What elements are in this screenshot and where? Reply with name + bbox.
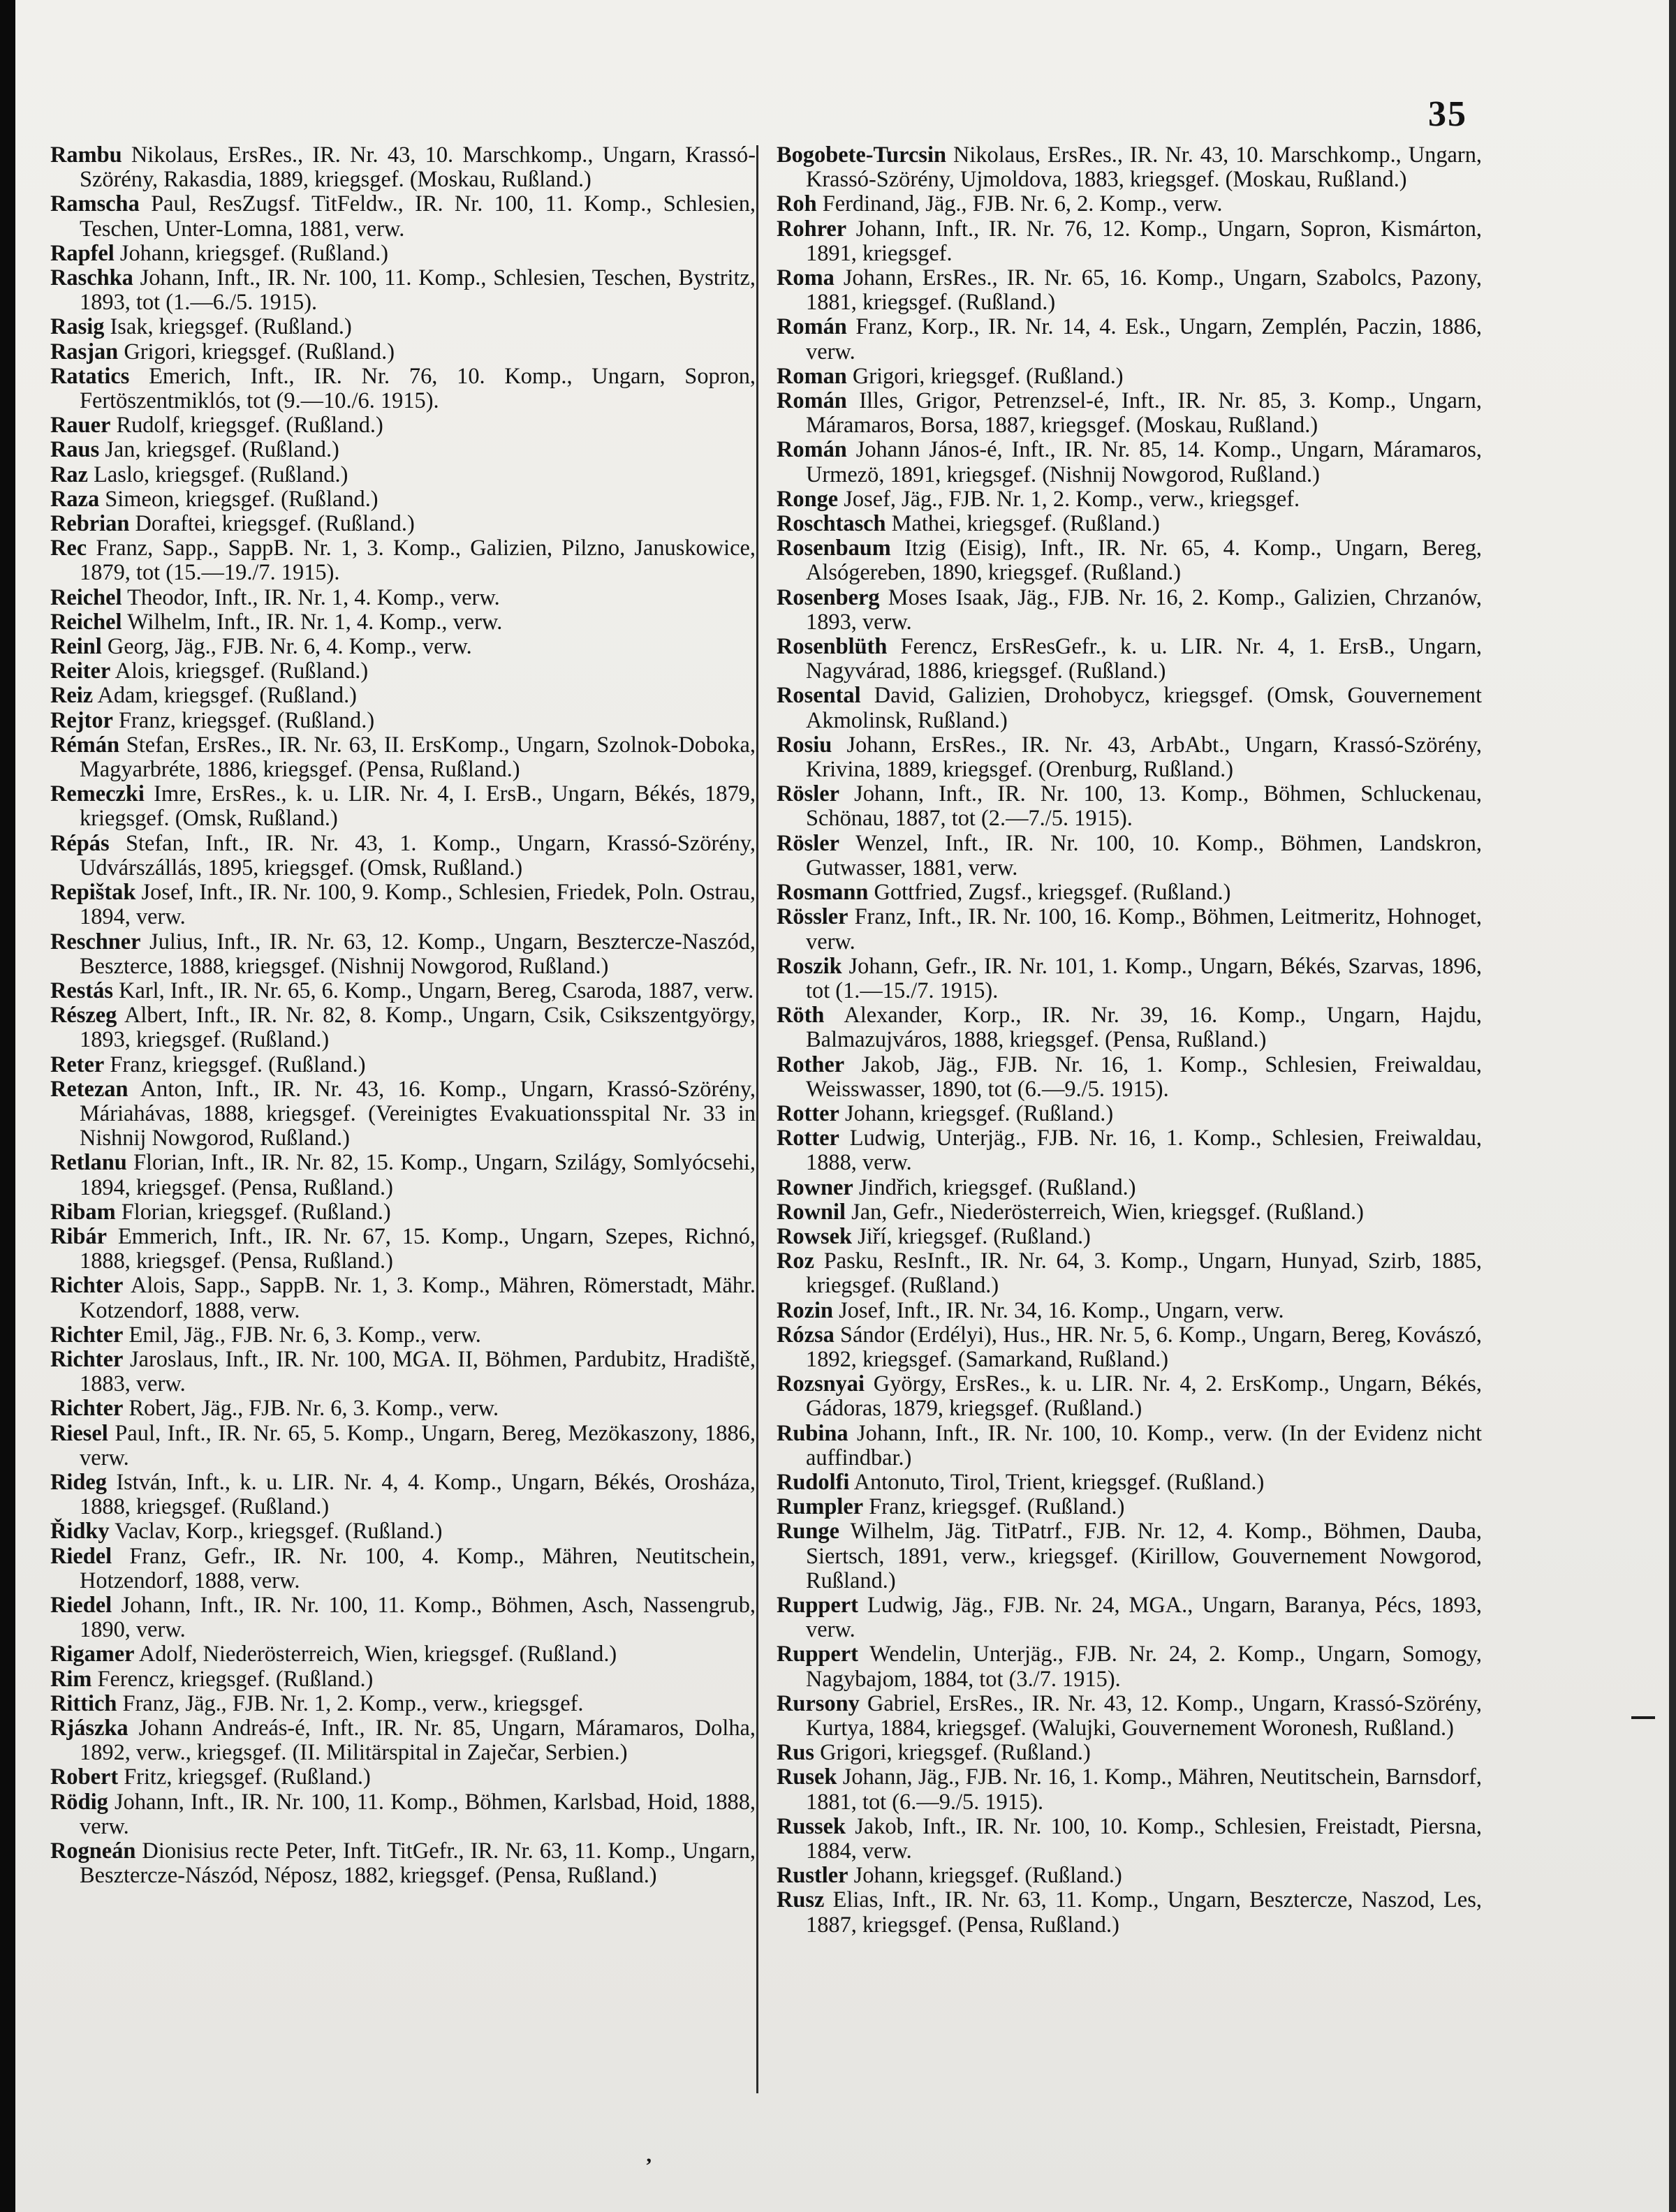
scan-right-edge [1669,0,1676,2212]
roll-entry [777,782,1482,831]
entry-surname: Ramscha [50,191,140,217]
roll-entry [50,143,756,192]
entry-surname: Ribam [50,1199,116,1225]
entry-surname: Rotter [777,1100,839,1126]
entry-details: Ferdinand, Jäg., FJB. Nr. 6, 2. Komp., verw. [822,191,1223,217]
entry-surname: Reiz [50,683,94,709]
entry-details: Pasku, ResInft., IR. Nr. 64, 3. Komp., Ungarn, Hunyad, Szirb, 1885, kriegsgef. (Rußland.) [806,1248,1482,1299]
entry-details: Mathei, kriegsgef. (Rußland.) [891,511,1160,537]
entry-surname: Rec [50,536,87,561]
entry-details: Franz, kriegsgef. (Rußland.) [119,707,375,733]
roll-entry [50,733,756,782]
roll-entry [777,1176,1482,1200]
left-column [50,143,756,1888]
entry-details: Alois, Sapp., SappB. Nr. 1, 3. Komp., Mähren, Römerstadt, Mähr. Kotzendorf, 1888, verw. [80,1273,756,1323]
entry-surname: Rusek [777,1764,837,1790]
roll-entry [50,1396,756,1421]
entry-surname: Rapfel [50,240,115,266]
roll-entry [50,1765,756,1790]
entry-details: Nikolaus, ErsRes., IR. Nr. 43, 10. Marschkomp., Ungarn, Krassó-Szörény, Rakasdia, 1889, kriegsgef. (Moskau, Rußland.) [80,142,756,193]
entry-surname: Rosenberg [777,584,880,610]
entry-surname: Richter [50,1346,124,1372]
entry-surname: Rasjan [50,339,119,364]
roll-entry [777,1495,1482,1519]
entry-surname: Rus [777,1740,815,1766]
entry-details: Franz, kriegsgef. (Rußland.) [110,1052,366,1077]
roll-entry [777,389,1482,438]
roll-entry [777,1888,1482,1937]
roll-entry [777,1642,1482,1691]
entry-details: Isak, kriegsgef. (Rußland.) [110,314,352,340]
entry-details: Jaroslaus, Inft., IR. Nr. 100, MGA. II, Böhmen, Pardubitz, Hradiště, 1883, verw. [80,1346,756,1397]
entry-surname: Repištak [50,880,136,906]
entry-surname: Rozsnyai [777,1371,865,1397]
roll-entry [50,512,756,536]
entry-surname: Rosmann [777,880,869,906]
entry-surname: Rowner [777,1174,853,1200]
roll-entry [50,1544,756,1593]
entry-surname: Ruppert [777,1592,858,1618]
entry-details: Simeon, kriegsgef. (Rußland.) [105,486,378,512]
entry-details: Stefan, Inft., IR. Nr. 43, 1. Komp., Ungarn, Krassó-Szörény, Udvárszállás, 1895, kriegsgef. (Omsk, Rußland.) [80,830,756,880]
roll-entry [777,364,1482,389]
entry-details: Illes, Grigor, Petrenzsel-é, Inft., IR. Nr. 85, 3. Komp., Ungarn, Máramaros, Borsa, 1887, kriegsgef. (Moskau, Rußland.) [806,388,1482,438]
roll-entry [777,487,1482,512]
roll-entry [50,832,756,880]
entry-surname: Raz [50,462,88,487]
roll-entry [777,1200,1482,1225]
entry-details: Johann, Inft., IR. Nr. 100, 10. Komp., verw. (In der Evidenz nicht auffindbar.) [806,1420,1482,1470]
roll-entry [50,1348,756,1396]
entry-surname: Rideg [50,1469,107,1495]
roll-entry [50,979,756,1003]
roll-entry [777,143,1482,192]
roll-entry [50,266,756,315]
entry-surname: Reschner [50,929,141,954]
roll-entry [50,1839,756,1888]
entry-surname: Rösler [777,781,839,807]
entry-surname: Rohrer [777,216,847,242]
entry-details: Grigori, kriegsgef. (Rußland.) [852,363,1124,389]
entry-details: Antonuto, Tirol, Trient, kriegsgef. (Rußland.) [853,1469,1265,1495]
roll-entry [777,1815,1482,1864]
roll-entry [777,586,1482,635]
roll-entry [777,266,1482,315]
roll-entry [50,1593,756,1642]
entry-surname: Roman [777,363,847,389]
entry-details: Ludwig, Unterjäg., FJB. Nr. 16, 1. Komp., Schlesien, Freiwaldau, 1888, verw. [806,1126,1482,1176]
entry-surname: Rösler [777,830,839,856]
entry-surname: Riedel [50,1592,112,1618]
entry-surname: Rigamer [50,1642,135,1667]
entry-surname: Raza [50,486,100,512]
roll-entry [50,1422,756,1470]
entry-details: Josef, Jäg., FJB. Nr. 1, 2. Komp., verw., kriegsgef. [844,486,1300,512]
roll-entry [50,1519,756,1544]
margin-mark [1631,1716,1655,1719]
entry-details: Emerich, Inft., IR. Nr. 76, 10. Komp., Ungarn, Sopron, Fertöszentmiklós, tot (9.—10./6. 1915). [80,363,756,414]
entry-details: Franz, Inft., IR. Nr. 100, 16. Komp., Böhmen, Leitmeritz, Hohnoget, verw. [806,904,1482,954]
entry-details: Grigori, kriegsgef. (Rußland.) [820,1740,1091,1766]
roll-entry [50,610,756,635]
entry-surname: Rogneán [50,1838,136,1864]
entry-details: Franz, Korp., IR. Nr. 14, 4. Esk., Ungarn, Zemplén, Paczin, 1886, verw. [806,314,1482,364]
entry-surname: Rumpler [777,1494,864,1520]
roll-entry [50,635,756,659]
entry-details: Alois, kriegsgef. (Rußland.) [115,658,369,684]
roll-entry [50,1642,756,1667]
entry-details: Paul, Inft., IR. Nr. 65, 5. Komp., Ungarn, Bereg, Mezökaszony, 1886, verw. [80,1420,756,1470]
roll-entry [50,1225,756,1274]
roll-entry [777,905,1482,954]
entry-details: Imre, ErsRes., k. u. LIR. Nr. 4, I. ErsB., Ungarn, Békés, 1879, kriegsgef. (Omsk, Rußland.) [80,781,756,832]
roll-entry [50,413,756,438]
roll-entry [777,954,1482,1003]
entry-details: Anton, Inft., IR. Nr. 43, 16. Komp., Ungarn, Krassó-Szörény, Máriahávas, 1888, kriegsgef. (Vereinigtes Evakuationsspital Nr. 33 in Nishnij Nowgorod, Rußland.) [80,1076,756,1151]
entry-surname: Rudolfi [777,1469,850,1495]
entry-details: Johann, ErsRes., IR. Nr. 65, 16. Komp., Ungarn, Szabolcs, Pazony, 1881, kriegsgef. (Rußland.) [806,265,1482,316]
entry-details: Johann, ErsRes., IR. Nr. 43, ArbAbt., Ungarn, Krassó-Szörény, Krivina, 1889, kriegsgef. (Orenburg, Rußland.) [806,732,1482,783]
entry-surname: Répás [50,830,110,856]
entry-surname: Rother [777,1052,845,1077]
entry-details: Franz, Sapp., SappB. Nr. 1, 3. Komp., Galizien, Pilzno, Januskowice, 1879, tot (15.—19./7. 1915). [80,536,756,586]
entry-surname: Richter [50,1322,124,1348]
entry-surname: Rozin [777,1297,833,1323]
entry-surname: Russek [777,1813,846,1839]
entry-details: Adam, kriegsgef. (Rußland.) [97,683,357,709]
entry-surname: Rittich [50,1690,117,1716]
entry-details: Jan, kriegsgef. (Rußland.) [105,437,339,463]
entry-surname: Rosiu [777,732,832,758]
roll-entry [50,1790,756,1839]
entry-details: Emil, Jäg., FJB. Nr. 6, 3. Komp., verw. [128,1322,481,1348]
entry-details: Stefan, ErsRes., IR. Nr. 63, II. ErsKomp., Ungarn, Szolnok-Doboka, Magyarbréte, 1886, kriegsgef. (Pensa, Rußland.) [80,732,756,783]
entry-surname: Rejtor [50,707,113,733]
entry-details: Johann Andreás-é, Inft., IR. Nr. 85, Ungarn, Máramaros, Dolha, 1892, verw., kriegsgef. (II. Militärspital in Zaječar, Serbien.) [80,1716,756,1766]
entry-surname: Roh [777,191,817,217]
entry-details: Wenzel, Inft., IR. Nr. 100, 10. Komp., Böhmen, Landskron, Gutwasser, 1881, verw. [806,830,1483,880]
entry-details: Elias, Inft., IR. Nr. 63, 11. Komp., Ungarn, Besztercze, Naszod, Les, 1887, kriegsgef. (Pensa, Rußland.) [806,1887,1482,1938]
entry-details: Doraftei, kriegsgef. (Rußland.) [135,511,415,537]
entry-surname: Raschka [50,265,133,291]
entry-details: Vaclav, Korp., kriegsgef. (Rußland.) [115,1519,443,1544]
roll-entry [777,1422,1482,1470]
roll-entry [777,880,1482,905]
entry-surname: Reinl [50,634,102,660]
entry-surname: Rémán [50,732,119,758]
entry-surname: Rotter [777,1126,839,1151]
entry-surname: Rowsek [777,1223,852,1249]
roll-entry [50,1200,756,1225]
entry-surname: Rubina [777,1420,848,1446]
entry-details: Johann, kriegsgef. (Rußland.) [853,1863,1122,1889]
entry-surname: Richter [50,1273,124,1299]
entry-surname: Rosenbaum [777,536,891,561]
roll-entry [777,192,1482,216]
roll-entry [777,1249,1482,1298]
entry-details: Franz, Jäg., FJB. Nr. 1, 2. Komp., verw., kriegsgef. [122,1690,584,1716]
roll-entry [50,586,756,610]
entry-details: Johann, Inft., IR. Nr. 100, 11. Komp., Schlesien, Teschen, Bystritz, 1893, tot (1.—6./5. 1915). [80,265,756,316]
entry-surname: Ratatics [50,363,130,389]
roll-entry [777,536,1482,585]
roll-entry [50,1274,756,1322]
roll-entry [777,1299,1482,1323]
scan-left-edge [0,0,15,2212]
entry-surname: Ronge [777,486,839,512]
roll-entry [50,1716,756,1765]
roll-entry [777,1470,1482,1495]
entry-details: Johann, Inft., IR. Nr. 100, 11. Komp., Böhmen, Karlsbad, Hoid, 1888, verw. [80,1789,756,1839]
roll-entry [777,438,1482,487]
roll-entry [777,1102,1482,1126]
entry-surname: Rosental [777,683,861,709]
entry-details: György, ErsRes., k. u. LIR. Nr. 4, 2. ErsKomp., Ungarn, Békés, Gádoras, 1879, kriegsgef. (Rußland.) [806,1371,1482,1422]
roll-entry [777,1126,1482,1175]
entry-details: Gottfried, Zugsf., kriegsgef. (Rußland.) [874,880,1231,906]
entry-surname: Rosenblüth [777,634,888,660]
entry-surname: Ruppert [777,1642,858,1667]
entry-details: Josef, Inft., IR. Nr. 34, 16. Komp., Ungarn, verw. [839,1297,1284,1323]
roll-entry [777,1593,1482,1642]
entry-surname: Rambu [50,142,122,168]
roll-entry [50,1077,756,1151]
entry-details: Rudolf, kriegsgef. (Rußland.) [116,413,383,438]
entry-details: Sándor (Erdélyi), Hus., HR. Nr. 5, 6. Komp., Ungarn, Bereg, Kovászó, 1892, kriegsgef. (Samarkand, Rußland.) [806,1322,1482,1372]
entry-surname: Raus [50,437,100,463]
roll-entry [50,1323,756,1348]
entry-surname: Roma [777,265,835,291]
entry-details: Johann, Inft., IR. Nr. 100, 13. Komp., Böhmen, Schluckenau, Schönau, 1887, tot (2.—7./5. 1915). [806,781,1482,832]
entry-details: Ferencz, kriegsgef. (Rußland.) [97,1666,374,1692]
roll-entry [50,340,756,364]
entry-details: Karl, Inft., IR. Nr. 65, 6. Komp., Ungarn, Bereg, Csaroda, 1887, verw. [119,978,754,1003]
roll-entry [777,1741,1482,1765]
entry-details: Jakob, Jäg., FJB. Nr. 16, 1. Komp., Schlesien, Freiwaldau, Weisswasser, 1890, tot (6.—9./5. 1915). [806,1052,1482,1102]
entry-details: Grigori, kriegsgef. (Rußland.) [124,339,395,364]
roll-entry [50,659,756,684]
entry-details: Adolf, Niederösterreich, Wien, kriegsgef. (Rußland.) [138,1642,617,1667]
roll-entry [50,1151,756,1200]
entry-details: Franz, Gefr., IR. Nr. 100, 4. Komp., Mähren, Neutitschein, Hotzendorf, 1888, verw. [80,1543,756,1593]
roll-entry [50,315,756,339]
entry-details: Georg, Jäg., FJB. Nr. 6, 4. Komp., verw. [107,634,472,660]
entry-details: Gabriel, ErsRes., IR. Nr. 43, 12. Komp., Ungarn, Krassó-Szörény, Kurtya, 1884, kriegsgef. (Walujki, Gouvernement Woronesh, Rußland.) [806,1690,1482,1741]
entry-surname: Bogobete-Turcsin [777,142,946,168]
entry-details: Robert, Jäg., FJB. Nr. 6, 3. Komp., verw. [128,1396,499,1422]
roll-entry [50,782,756,831]
entry-details: Emmerich, Inft., IR. Nr. 67, 15. Komp., Ungarn, Szepes, Richnó, 1888, kriegsgef. (Pensa, Rußland.) [80,1223,756,1274]
entry-details: Johann, kriegsgef. (Rußland.) [845,1100,1114,1126]
roll-entry [777,1519,1482,1593]
roll-entry [50,192,756,241]
footer-mark: ’ [645,2154,652,2177]
entry-surname: Reichel [50,584,122,610]
entry-surname: Runge [777,1519,839,1544]
entry-surname: Riedel [50,1543,112,1569]
roll-entry [50,1003,756,1052]
roll-entry [50,242,756,266]
entry-surname: Rebrian [50,511,130,537]
entry-surname: Reiter [50,658,111,684]
entry-details: Ferencz, ErsResGefr., k. u. LIR. Nr. 4, 1. ErsB., Ungarn, Nagyvárad, 1886, kriegsgef. (Rußland.) [806,634,1482,684]
entry-surname: Reichel [50,609,122,635]
entry-surname: Riesel [50,1420,108,1446]
entry-details: Julius, Inft., IR. Nr. 63, 12. Komp., Ungarn, Besztercze-Naszód, Beszterce, 1888, kriegsgef. (Nishnij Nowgorod, Rußland.) [80,929,756,979]
entry-surname: Rursony [777,1690,860,1716]
entry-surname: Roz [777,1248,814,1274]
entry-surname: Röth [777,1003,825,1028]
roll-entry [50,1053,756,1077]
entry-details: Theodor, Inft., IR. Nr. 1, 4. Komp., verw. [127,584,500,610]
roll-entry [777,1053,1482,1102]
entry-details: Dionisius recte Peter, Inft. TitGefr., IR. Nr. 63, 11. Komp., Ungarn, Besztercze-Nászód, Néposz, 1882, kriegsgef. (Pensa, Rußland.) [80,1838,756,1889]
roll-entry [777,1225,1482,1249]
entry-surname: Retlanu [50,1150,127,1176]
entry-details: Jiří, kriegsgef. (Rußland.) [858,1223,1091,1249]
entry-surname: Richter [50,1396,124,1422]
entry-details: Josef, Inft., IR. Nr. 100, 9. Komp., Schlesien, Friedek, Poln. Ostrau, 1894, verw. [80,880,756,930]
entry-details: Nikolaus, ErsRes., IR. Nr. 43, 10. Marschkomp., Ungarn, Krassó-Szörény, Ujmoldova, 1883, kriegsgef. (Moskau, Rußland.) [806,142,1482,193]
roll-entry [50,684,756,708]
page-number: 35 [1428,94,1467,134]
entry-surname: Részeg [50,1003,117,1028]
entry-details: Florian, kriegsgef. (Rußland.) [121,1199,391,1225]
entry-details: Fritz, kriegsgef. (Rußland.) [124,1764,371,1790]
entry-details: Laslo, kriegsgef. (Rußland.) [94,462,348,487]
roll-entry [777,1864,1482,1888]
roll-entry [50,1470,756,1519]
entry-surname: Ribár [50,1223,107,1249]
entry-surname: Restás [50,978,113,1003]
roll-entry [777,315,1482,364]
entry-surname: Rödig [50,1789,108,1815]
entry-details: Johann, Inft., IR. Nr. 100, 11. Komp., Böhmen, Asch, Nassengrub, 1890, verw. [80,1592,756,1643]
entry-surname: Rownil [777,1199,846,1225]
entry-details: Ludwig, Jäg., FJB. Nr. 24, MGA., Ungarn, Baranya, Pécs, 1893, verw. [806,1592,1482,1643]
entry-surname: Rjászka [50,1716,128,1741]
entry-details: Johann, Inft., IR. Nr. 76, 12. Komp., Ungarn, Sopron, Kismárton, 1891, kriegsgef. [806,216,1482,266]
entry-details: Jan, Gefr., Niederösterreich, Wien, kriegsgef. (Rußland.) [851,1199,1364,1225]
entry-details: Johann, Jäg., FJB. Nr. 16, 1. Komp., Mähren, Neutitschein, Barnsdorf, 1881, tot (6.—9./5. 1915). [806,1764,1482,1815]
entry-details: Wilhelm, Jäg. TitPatrf., FJB. Nr. 12, 4. Komp., Böhmen, Dauba, Siertsch, 1891, verw., kriegsgef. (Kirillow, Gouvernement Nowgorod, Rußland.) [806,1519,1482,1593]
roll-entry [777,1765,1482,1814]
entry-details: Wendelin, Unterjäg., FJB. Nr. 24, 2. Komp., Ungarn, Somogy, Nagybajom, 1884, tot (3./7. 1915). [806,1642,1483,1692]
entry-details: Johann, kriegsgef. (Rußland.) [119,240,388,266]
roll-entry [777,1323,1482,1372]
roll-entry [50,1692,756,1716]
entry-surname: Rauer [50,413,111,438]
entry-surname: Reter [50,1052,105,1077]
roll-entry [777,1003,1482,1052]
entry-details: Moses Isaak, Jäg., FJB. Nr. 16, 2. Komp., Galizien, Chrzanów, 1893, verw. [806,584,1482,635]
entry-surname: Roszik [777,953,842,979]
roll-entry [777,635,1482,684]
entry-details: David, Galizien, Drohobycz, kriegsgef. (Omsk, Gouvernement Akmolinsk, Rußland.) [806,683,1482,733]
column-divider [756,145,758,2093]
entry-surname: Rustler [777,1863,848,1889]
right-column [777,143,1482,1938]
entry-details: Paul, ResZugsf. TitFeldw., IR. Nr. 100, 11. Komp., Schlesien, Teschen, Unter-Lomna, 1881, verw. [80,191,756,242]
entry-details: Johann, Gefr., IR. Nr. 101, 1. Komp., Ungarn, Békés, Szarvas, 1896, tot (1.—15./7. 1915). [806,953,1482,1003]
roll-entry [777,512,1482,536]
entry-details: Jakob, Inft., IR. Nr. 100, 10. Komp., Schlesien, Freistadt, Piersna, 1884, verw. [806,1813,1482,1864]
entry-surname: Roschtasch [777,511,886,537]
roll-entry [50,364,756,413]
entry-details: Franz, kriegsgef. (Rußland.) [869,1494,1125,1520]
entry-details: Itzig (Eisig), Inft., IR. Nr. 65, 4. Komp., Ungarn, Bereg, Alsógereben, 1890, kriegsgef. (Rußland.) [806,536,1482,586]
roll-entry [50,536,756,585]
roll-entry [50,438,756,462]
roll-entry [777,832,1482,880]
entry-surname: Robert [50,1764,119,1790]
entry-surname: Román [777,388,847,414]
entry-surname: Rusz [777,1887,825,1913]
roll-entry [777,1692,1482,1741]
roll-entry [777,1372,1482,1421]
entry-surname: Román [777,437,847,463]
entry-surname: Román [777,314,847,340]
roll-entry [50,487,756,512]
entry-surname: Rössler [777,904,848,930]
entry-details: Johann János-é, Inft., IR. Nr. 85, 14. Komp., Ungarn, Máramaros, Urmezö, 1891, kriegsgef. (Nishnij Nowgorod, Rußland.) [806,437,1482,487]
roll-entry [777,733,1482,782]
roll-entry [777,217,1482,266]
entry-details: István, Inft., k. u. LIR. Nr. 4, 4. Komp., Ungarn, Békés, Orosháza, 1888, kriegsgef. (Rußland.) [80,1469,756,1520]
entry-details: Florian, Inft., IR. Nr. 82, 15. Komp., Ungarn, Szilágy, Somlyócsehi, 1894, kriegsgef. (Pensa, Rußland.) [80,1150,756,1200]
entry-details: Albert, Inft., IR. Nr. 82, 8. Komp., Ungarn, Csik, Csikszentgyörgy, 1893, kriegsgef. (Rußland.) [80,1003,756,1053]
roll-entry [50,463,756,487]
entry-details: Jindřich, kriegsgef. (Rußland.) [858,1174,1136,1200]
entry-surname: Remeczki [50,781,145,807]
entry-surname: Rim [50,1666,92,1692]
entry-surname: Rózsa [777,1322,835,1348]
entry-details: Alexander, Korp., IR. Nr. 39, 16. Komp., Ungarn, Hajdu, Balmazujváros, 1888, kriegsgef. (Pensa, Rußland.) [806,1003,1483,1053]
roll-entry [50,930,756,979]
roll-entry [50,1667,756,1692]
roll-entry [50,709,756,733]
entry-details: Wilhelm, Inft., IR. Nr. 1, 4. Komp., verw. [127,609,503,635]
entry-surname: Rasig [50,314,105,340]
entry-surname: Řidky [50,1519,110,1544]
roll-entry [50,880,756,929]
roll-entry [777,684,1482,732]
entry-surname: Retezan [50,1076,128,1102]
